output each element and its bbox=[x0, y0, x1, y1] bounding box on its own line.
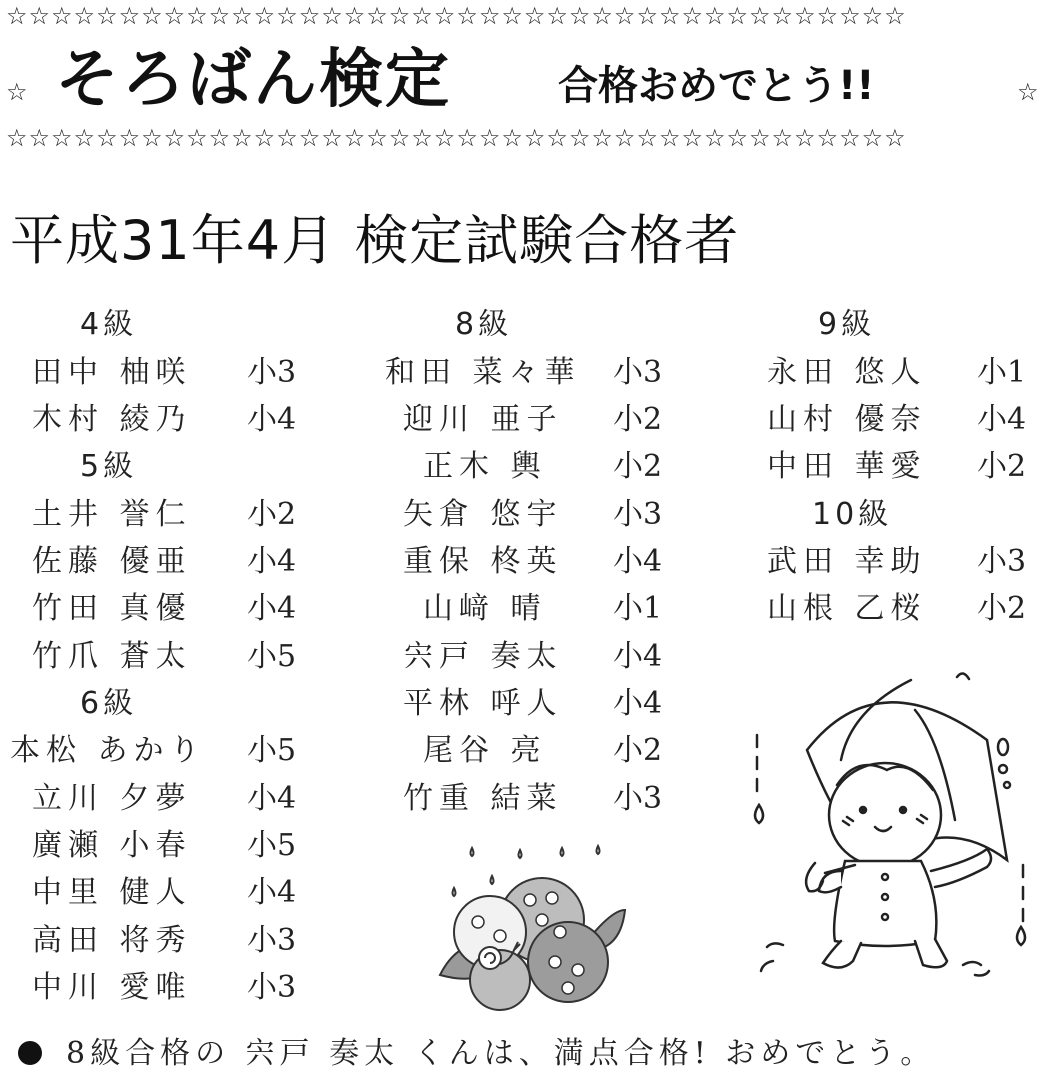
grade-5-label: 5級 bbox=[80, 449, 138, 484]
student-name: 正木 輿 bbox=[423, 449, 547, 484]
grade-6-label: 6級 bbox=[80, 686, 138, 721]
student-grade: 小2 bbox=[613, 449, 663, 484]
student-grade: 小2 bbox=[613, 402, 663, 437]
student-name: 山村 優奈 bbox=[767, 402, 927, 437]
grade-8-label: 8級 bbox=[455, 307, 513, 342]
student-name: 竹田 真優 bbox=[32, 591, 192, 626]
student-name: 佐藤 優亜 bbox=[32, 544, 192, 579]
student-grade: 小4 bbox=[247, 402, 297, 437]
student-name: 宍戸 奏太 bbox=[403, 639, 563, 674]
star-border-bottom: ☆☆☆☆☆☆☆☆☆☆☆☆☆☆☆☆☆☆☆☆☆☆☆☆☆☆☆☆☆☆☆☆☆☆☆☆☆☆☆☆ bbox=[6, 124, 907, 152]
footer-note bbox=[18, 1030, 935, 1078]
student-name: 田中 柚咲 bbox=[32, 355, 192, 390]
banner-subtitle: 合格おめでとう!! bbox=[558, 63, 875, 109]
student-name: 平林 呼人 bbox=[403, 686, 563, 721]
student-grade: 小4 bbox=[247, 875, 297, 910]
student-name: 永田 悠人 bbox=[767, 355, 927, 390]
student-grade: 小3 bbox=[613, 497, 663, 532]
student-grade: 小4 bbox=[977, 402, 1027, 437]
banner-title: そろばん検定 bbox=[55, 43, 451, 117]
grade-10-label: 10級 bbox=[812, 497, 893, 532]
student-name: 立川 夕夢 bbox=[32, 781, 192, 816]
student-grade: 小5 bbox=[247, 639, 297, 674]
student-name: 中川 愛唯 bbox=[32, 970, 192, 1005]
footer-text: 8級合格の 宍戸 奏太 くんは、満点合格! おめでとう。 bbox=[66, 1036, 936, 1071]
student-grade: 小3 bbox=[977, 544, 1027, 579]
student-name: 迎川 亜子 bbox=[403, 402, 563, 437]
student-grade: 小5 bbox=[247, 828, 297, 863]
student-name: 中里 健人 bbox=[32, 875, 192, 910]
student-name: 武田 幸助 bbox=[767, 544, 927, 579]
student-name: 山﨑 晴 bbox=[423, 591, 547, 626]
student-grade: 小2 bbox=[613, 733, 663, 768]
student-grade: 小2 bbox=[247, 497, 297, 532]
student-name: 矢倉 悠宇 bbox=[403, 497, 563, 532]
student-grade: 小4 bbox=[613, 686, 663, 721]
student-grade: 小5 bbox=[247, 733, 297, 768]
student-grade: 小4 bbox=[613, 544, 663, 579]
student-grade: 小3 bbox=[247, 355, 297, 390]
child-umbrella-illustration bbox=[745, 665, 1045, 985]
student-grade: 小3 bbox=[613, 355, 663, 390]
student-name: 木村 綾乃 bbox=[32, 402, 192, 437]
student-name: 中田 華愛 bbox=[767, 449, 927, 484]
student-grade: 小4 bbox=[613, 639, 663, 674]
student-grade: 小1 bbox=[977, 355, 1027, 390]
star-border-top: ☆☆☆☆☆☆☆☆☆☆☆☆☆☆☆☆☆☆☆☆☆☆☆☆☆☆☆☆☆☆☆☆☆☆☆☆☆☆☆☆ bbox=[6, 2, 907, 30]
page-heading: 平成31年4月 検定試験合格者 bbox=[10, 209, 740, 272]
student-name: 廣瀬 小春 bbox=[32, 828, 192, 863]
student-grade: 小2 bbox=[977, 591, 1027, 626]
student-grade: 小1 bbox=[613, 591, 663, 626]
star-icon-left: ☆ bbox=[6, 78, 28, 106]
student-name: 高田 将秀 bbox=[32, 923, 192, 958]
student-grade: 小3 bbox=[247, 923, 297, 958]
grade-9-label: 9級 bbox=[818, 307, 876, 342]
bullet-icon bbox=[18, 1041, 42, 1065]
grade-4-label: 4級 bbox=[80, 307, 138, 342]
student-name: 本松 あかり bbox=[10, 733, 206, 768]
student-name: 尾谷 亮 bbox=[423, 733, 547, 768]
student-grade: 小3 bbox=[247, 970, 297, 1005]
student-grade: 小4 bbox=[247, 591, 297, 626]
star-icon-right: ☆ bbox=[1017, 78, 1039, 106]
student-grade: 小4 bbox=[247, 781, 297, 816]
student-grade: 小2 bbox=[977, 449, 1027, 484]
student-name: 山根 乙桜 bbox=[767, 591, 927, 626]
hydrangea-snail-illustration bbox=[430, 840, 630, 1015]
student-name: 重保 柊英 bbox=[403, 544, 563, 579]
student-name: 和田 菜々華 bbox=[385, 355, 581, 390]
student-grade: 小3 bbox=[613, 781, 663, 816]
student-grade: 小4 bbox=[247, 544, 297, 579]
student-name: 土井 誉仁 bbox=[32, 497, 192, 532]
student-name: 竹爪 蒼太 bbox=[32, 639, 192, 674]
student-name: 竹重 結菜 bbox=[403, 781, 563, 816]
